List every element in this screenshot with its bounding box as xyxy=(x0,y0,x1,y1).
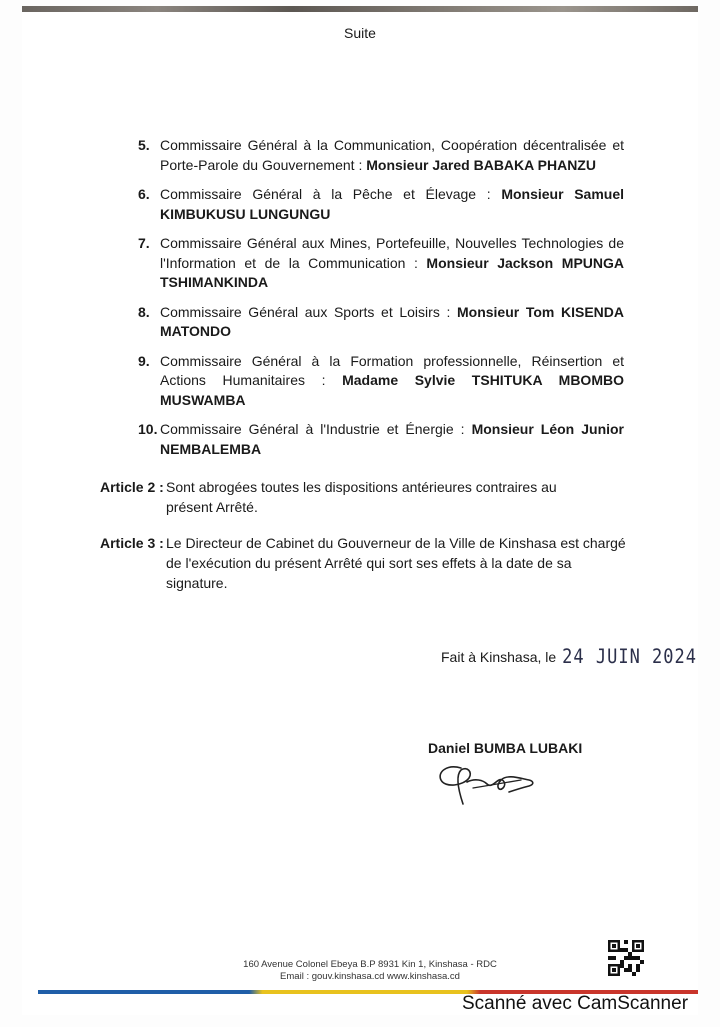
item-appointee: Monsieur Samuel KIMBUKUSU LUNGUNGU xyxy=(160,186,625,222)
item-number: 7. xyxy=(138,235,150,251)
item-title: Commissaire Général aux Mines, Portefeuille, Nouvelles Technologies de l'Information et de la Communication : xyxy=(160,235,624,271)
place-label: Fait à Kinshasa, le xyxy=(441,649,557,665)
item-number: 6. xyxy=(138,186,150,202)
article-label: Article 3 : xyxy=(100,535,164,551)
item-title: Commissaire Général à la Formation professionnelle, Réinsertion et Actions Humanitaires : xyxy=(160,352,624,388)
list-item xyxy=(138,352,624,411)
handwritten-signature xyxy=(433,758,543,808)
item-title: Commissaire Général à la Pêche et Élevage : xyxy=(160,186,502,202)
list-item xyxy=(138,234,624,293)
list-item xyxy=(138,303,624,342)
page-continuation-label: Suite xyxy=(344,25,376,41)
item-appointee: Monsieur Jared BABAKA PHANZU xyxy=(366,156,596,173)
article-label: Article 2 : xyxy=(100,479,164,495)
commissioner-list xyxy=(138,136,624,469)
item-appointee: Monsieur Jackson MPUNGA TSHIMANKINDA xyxy=(160,254,625,290)
list-item xyxy=(138,420,624,459)
place-and-date xyxy=(441,647,697,667)
list-item xyxy=(138,136,624,175)
footer-address-block xyxy=(200,959,540,983)
article-3 xyxy=(100,533,630,593)
item-appointee: Madame Sylvie TSHITUKA MBOMBO MUSWAMBA xyxy=(160,372,624,408)
scanner-watermark: Scanné avec CamScanner xyxy=(462,993,689,1014)
item-number: 10. xyxy=(138,421,158,437)
list-item xyxy=(138,185,624,224)
qr-code xyxy=(608,940,644,976)
footer-contact: Email : gouv.kinshasa.cd www.kinshasa.cd xyxy=(280,971,460,982)
date-stamp: 24 JUIN 2024 xyxy=(562,645,697,669)
item-number: 5. xyxy=(138,137,150,153)
item-title: Commissaire Général à l'Industrie et Énergie : xyxy=(160,421,472,437)
item-appointee: Monsieur Tom KISENDA MATONDO xyxy=(160,303,625,339)
footer-address: 160 Avenue Colonel Ebeya B.P 8931 Kin 1, Kinshasa - RDC xyxy=(243,959,497,970)
article-body: Le Directeur de Cabinet du Gouverneur de la Ville de Kinshasa est chargé de l'exécution du présent Arrêté qui sort ses effets à la date de sa signature. xyxy=(166,535,626,591)
item-number: 9. xyxy=(138,352,150,369)
item-title: Commissaire Général aux Sports et Loisirs : xyxy=(160,303,457,320)
scan-top-edge xyxy=(22,6,698,12)
signer-name: Daniel BUMBA LUBAKI xyxy=(428,740,583,756)
article-body: Sont abrogées toutes les dispositions antérieures contraires au présent Arrêté. xyxy=(166,479,557,515)
item-appointee: Monsieur Léon Junior NEMBALEMBA xyxy=(160,421,625,457)
item-title: Commissaire Général à la Communication, Coopération décentralisée et Porte-Parole du Gouvernement : xyxy=(160,137,624,173)
item-number: 8. xyxy=(138,303,150,320)
article-2 xyxy=(100,477,630,517)
